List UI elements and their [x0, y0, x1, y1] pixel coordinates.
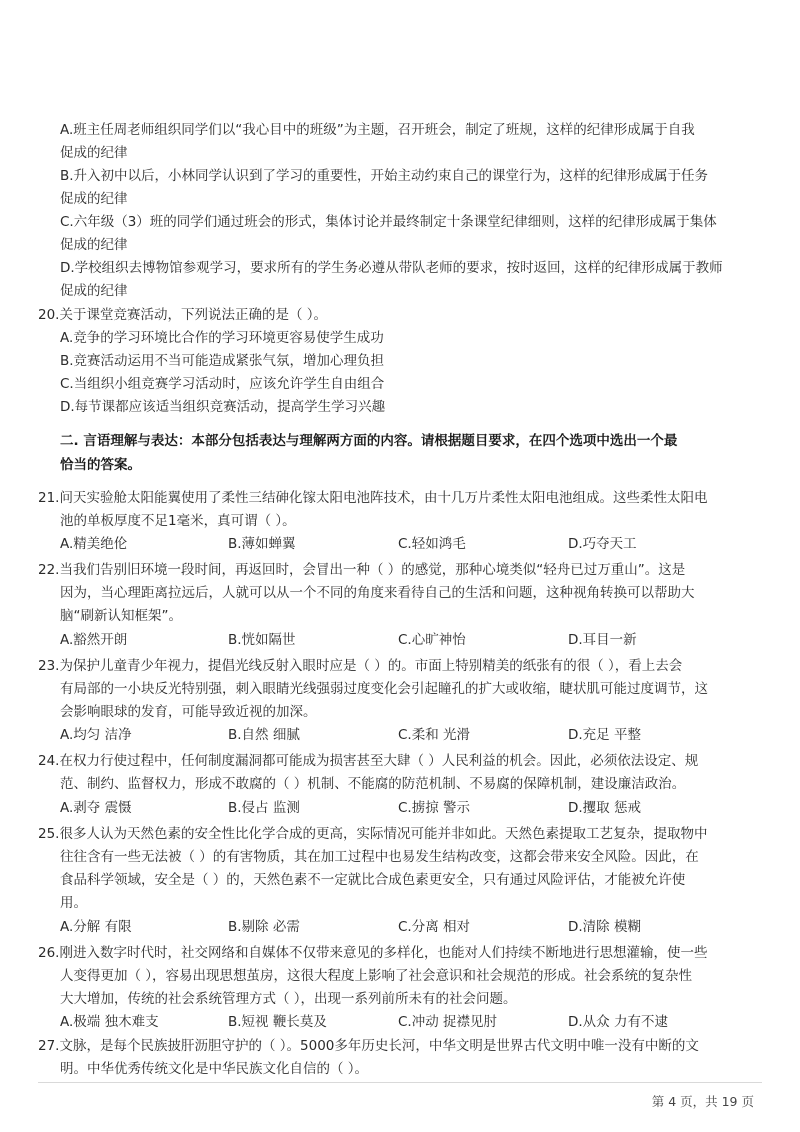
q22-option-b: B.恍如隔世 — [228, 632, 296, 648]
q25-option-d: D.清除 模糊 — [568, 919, 641, 935]
q22-stem-cont: 因为，当心理距离拉远后，人就可以从一个不同的角度来看待自己的生活和问题，这种视角转换可以帮助大 — [60, 585, 695, 601]
q20-option-d: D.每节课都应该适当组织竞赛活动，提高学生学习兴趣 — [60, 399, 386, 415]
q20-option-c: C.当组织小组竞赛学习活动时，应该允许学生自由组合 — [60, 376, 385, 392]
q19-option-a: A.班主任周老师组织同学们以“我心目中的班级”为主题，召开班会，制定了班规，这样的纪律形成属于自我 — [60, 122, 695, 138]
q24-stem: 24.在权力行使过程中，任何制度漏洞都可能成为损害甚至大肆（ ）人民利益的机会。因此，必须依法设定、规 — [38, 753, 699, 769]
q21-stem: 21.问天实验舱太阳能翼使用了柔性三结砷化镓太阳电池阵技术，由十几万片柔性太阳电池组成。这些柔性太阳电 — [38, 490, 708, 506]
q22-option-c: C.心旷神怡 — [398, 632, 466, 648]
q24-option-a: A.剥夺 震慑 — [60, 800, 132, 816]
q22-stem: 22.当我们告别旧环境一段时间，再返回时，会冒出一种（ ）的感觉，那种心境类似“轻舟已过万重山”。这是 — [38, 562, 686, 578]
q23-stem-cont2: 会影响眼球的发育，可能导致近视的加深。 — [60, 704, 317, 720]
q25-option-c: C.分离 相对 — [398, 919, 471, 935]
q21-option-a: A.精美绝伦 — [60, 536, 128, 552]
q22-option-d: D.耳目一新 — [568, 632, 637, 648]
q26-options — [60, 1012, 760, 1032]
q25-stem: 25.很多人认为天然色素的安全性比化学合成的更高，实际情况可能并非如此。天然色素提取工艺复杂，提取物中 — [38, 826, 708, 842]
q27-stem: 27.文脉，是每个民族披肝沥胆守护的（ ）。5000多年历史长河，中华文明是世界古代文明中唯一没有中断的文 — [38, 1038, 699, 1054]
q19-option-c-cont: 促成的纪律 — [60, 237, 128, 253]
q23-option-b: B.自然 细腻 — [228, 727, 300, 743]
q26-stem-cont2: 大大增加，传统的社会系统管理方式（ ），出现一系列前所未有的社会问题。 — [60, 991, 517, 1007]
q22-stem-cont2: 脑“刷新认知框架”。 — [60, 608, 182, 624]
q25-options — [60, 917, 760, 937]
q25-stem-cont: 往往含有一些无法被（ ）的有害物质，其在加工过程中也易发生结构改变，这都会带来安全风险。因此，在 — [60, 849, 699, 865]
q21-stem-cont: 池的单板厚度不足1毫米，真可谓（ ）。 — [60, 513, 296, 529]
q26-stem: 26.刚进入数字时代时，社交网络和自媒体不仅带来意见的多样化，也能对人们持续不断地进行思想灌输，使一些 — [38, 945, 708, 961]
q24-option-d: D.攫取 惩戒 — [568, 800, 641, 816]
q20-option-b: B.竞赛活动运用不当可能造成紧张气氛，增加心理负担 — [60, 353, 385, 369]
q26-option-b: B.短视 鞭长莫及 — [228, 1014, 327, 1030]
section-heading-cont: 恰当的答案。 — [60, 457, 141, 473]
q26-stem-cont: 人变得更加（ ），容易出现思想茧房，这很大程度上影响了社会意识和社会规范的形成。社会系统的复杂性 — [60, 968, 693, 984]
footer-divider — [38, 1082, 762, 1083]
q19-option-c: C.六年级（3）班的同学们通过班会的形式，集体讨论并最终制定十条课堂纪律细则，这样的纪律形成属于集体 — [60, 214, 717, 230]
q24-stem-cont: 范、制约、监督权力，形成不敢腐的（ ）机制、不能腐的防范机制、不易腐的保障机制，建设廉洁政治。 — [60, 776, 686, 792]
q25-option-b: B.剔除 必需 — [228, 919, 300, 935]
q24-options — [60, 798, 760, 818]
q19-option-a-cont: 促成的纪律 — [60, 145, 128, 161]
section-heading: 二. 言语理解与表达：本部分包括表达与理解两方面的内容。请根据题目要求，在四个选项中选出一个最 — [60, 433, 678, 449]
q19-option-b: B.升入初中以后，小林同学认识到了学习的重要性，开始主动约束自己的课堂行为，这样的纪律形成属于任务 — [60, 168, 709, 184]
q23-options — [60, 725, 760, 745]
q26-option-c: C.冲动 捉襟见肘 — [398, 1014, 498, 1030]
q23-option-a: A.均匀 洁净 — [60, 727, 132, 743]
q27-stem-cont: 明。中华优秀传统文化是中华民族文化自信的（ ）。 — [60, 1061, 369, 1077]
q21-option-c: C.轻如鸿毛 — [398, 536, 466, 552]
q23-stem-cont: 有局部的一小块反光特别强，刺入眼睛光线强弱过度变化会引起瞳孔的扩大或收缩，睫状肌可能过度调节，这 — [60, 681, 708, 697]
page-number: 第 4 页，共 19 页 — [651, 1094, 754, 1109]
q25-stem-cont3: 用。 — [60, 895, 87, 911]
q19-option-b-cont: 促成的纪律 — [60, 191, 128, 207]
q25-stem-cont2: 食品科学领域，安全是（ ）的，天然色素不一定就比合成色素更安全，只有通过风险评估，才能被允许使 — [60, 872, 686, 888]
q24-option-c: C.掳掠 警示 — [398, 800, 471, 816]
q21-options — [60, 534, 760, 554]
q23-stem: 23.为保护儿童青少年视力，提倡光线反射入眼时应是（ ）的。市面上特别精美的纸张有的很（ ），看上去会 — [38, 658, 683, 674]
q22-option-a: A.豁然开朗 — [60, 632, 128, 648]
q21-option-d: D.巧夺天工 — [568, 536, 637, 552]
q20-option-a: A.竞争的学习环境比合作的学习环境更容易使学生成功 — [60, 330, 384, 346]
q21-option-b: B.薄如蝉翼 — [228, 536, 296, 552]
q19-option-d: D.学校组织去博物馆参观学习，要求所有的学生务必遵从带队老师的要求，按时返回，这样的纪律形成属于教师 — [60, 260, 723, 276]
q19-option-d-cont: 促成的纪律 — [60, 283, 128, 299]
q25-option-a: A.分解 有限 — [60, 919, 132, 935]
q26-option-a: A.极端 独木难支 — [60, 1014, 159, 1030]
q20-stem: 20.关于课堂竞赛活动，下列说法正确的是（ ）。 — [38, 307, 328, 323]
q23-option-d: D.充足 平整 — [568, 727, 641, 743]
q26-option-d: D.从众 力有不逮 — [568, 1014, 668, 1030]
q22-options — [60, 630, 760, 650]
q24-option-b: B.侵占 监测 — [228, 800, 300, 816]
q23-option-c: C.柔和 光滑 — [398, 727, 471, 743]
